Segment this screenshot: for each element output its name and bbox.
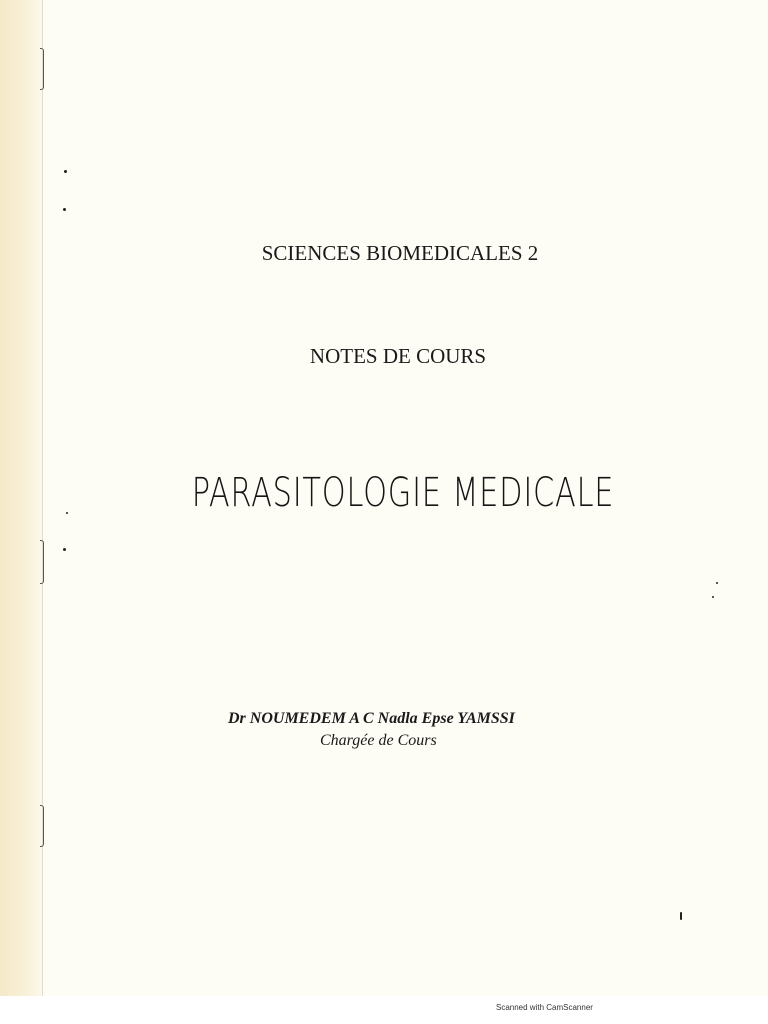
author-role: Chargée de Cours bbox=[320, 732, 437, 749]
course-category: SCIENCES BIOMEDICALES 2 bbox=[261, 241, 539, 265]
scan-speck bbox=[63, 208, 66, 211]
scan-speck bbox=[63, 548, 66, 551]
scan-footer-strip bbox=[0, 996, 768, 1024]
binding-mark-top bbox=[40, 48, 44, 90]
scan-speck bbox=[680, 912, 682, 920]
binding-mark-middle bbox=[40, 540, 44, 584]
binding-mark-bottom bbox=[40, 805, 44, 847]
scan-speck bbox=[712, 596, 714, 598]
scan-speck bbox=[716, 582, 718, 584]
author-name: Dr NOUMEDEM A C Nadla Epse YAMSSI bbox=[228, 710, 515, 727]
scan-speck bbox=[66, 512, 68, 514]
scan-speck bbox=[64, 170, 67, 173]
scanner-watermark: Scanned with CamScanner bbox=[496, 1003, 593, 1012]
paper-edge bbox=[0, 0, 42, 1000]
notes-heading: NOTES DE COURS bbox=[309, 344, 487, 368]
document-title: PARASITOLOGIE MEDICALE bbox=[191, 470, 615, 516]
